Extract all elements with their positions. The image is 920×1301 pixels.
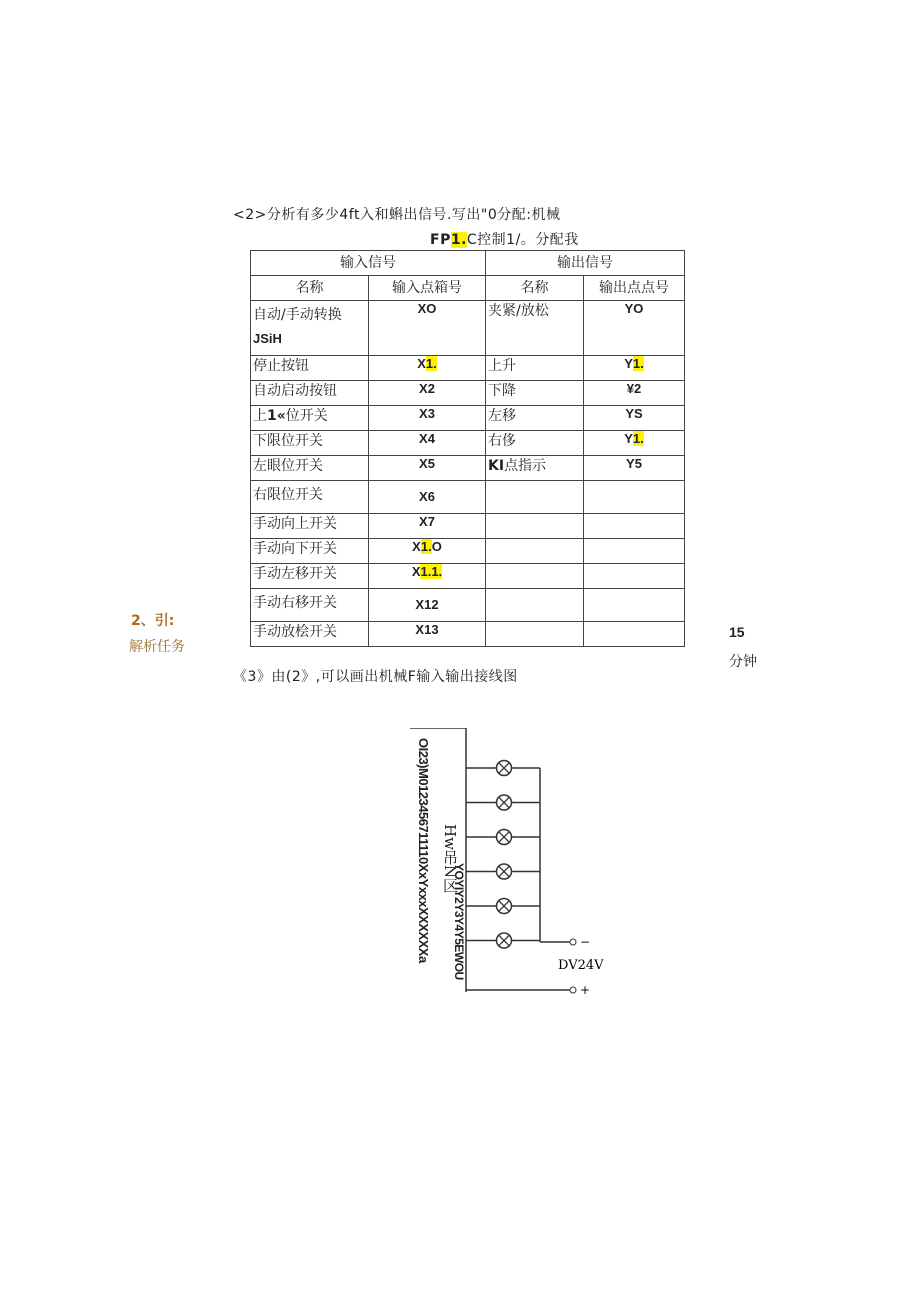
heading-line-2-prefix: FP [430, 232, 451, 248]
plc-model-label: Hw吊N区 [441, 824, 459, 894]
output-point-cell: YO [584, 301, 685, 356]
input-signal-header: 输入信号 [251, 251, 486, 276]
plus-terminal [570, 987, 576, 993]
input-point-cell [369, 539, 486, 564]
minus-terminal [570, 939, 576, 945]
heading-line-1: <2>分析有多少4ft入和蝌出信号.写出"0分配:机械 [233, 207, 561, 223]
input-point-cell: X3 [369, 406, 486, 431]
input-name-extra: JSiH [253, 331, 282, 346]
col-header-output-point: 输出点点号 [584, 276, 685, 301]
output-point-cell [584, 481, 685, 514]
table-group-header [251, 251, 685, 276]
minus-label: − [580, 935, 591, 949]
input-name-cell: 手动向下开关 [251, 539, 369, 564]
input-name-cell: 手动向上开关 [251, 514, 369, 539]
input-point-highlight: 1.1. [420, 564, 443, 579]
output-name-bold: KI [488, 458, 505, 474]
table-row [251, 564, 685, 589]
table-row [251, 622, 685, 647]
output-name-cell [486, 481, 584, 514]
side-note-step-label: 2、引: [131, 613, 175, 629]
io-allocation-table [250, 250, 685, 647]
input-point-prefix: X [412, 539, 421, 554]
output-name-cell [486, 564, 584, 589]
output-name-suffix: 点指示 [504, 458, 547, 474]
table-row [251, 406, 685, 431]
input-name-bold: 1« [267, 408, 286, 424]
input-name-cell: 手动右移开关 [251, 589, 369, 622]
heading-line-2-suffix: C控制1/。分配我 [466, 232, 579, 248]
col-header-input-point: 输入点箱号 [369, 276, 486, 301]
side-note-step [131, 610, 174, 630]
output-point-cell: Y5 [584, 456, 685, 481]
output-point-cell: ¥2 [584, 381, 685, 406]
input-name-cell: 下限位开关 [251, 431, 369, 456]
diagram-caption: 《3》由(2》,可以画出机械F输入输出接线图 [233, 669, 518, 685]
col-header-input-name: 名称 [251, 276, 369, 301]
input-name-cell: 停止按钮 [251, 356, 369, 381]
output-point-highlight: 1. [632, 356, 644, 371]
input-name: 自动/手动转换 [253, 307, 342, 323]
input-point-highlight: 1. [420, 539, 432, 554]
output-point-cell [584, 514, 685, 539]
input-name-cell: 左眼位开关 [251, 456, 369, 481]
output-name-cell: 上升 [486, 356, 584, 381]
heading-line-2 [430, 229, 579, 249]
wiring-diagram [410, 728, 610, 1018]
input-point-prefix: X [411, 564, 421, 579]
output-name-cell [486, 622, 584, 647]
input-point-cell: X7 [369, 514, 486, 539]
heading-line-2-highlight: 1. [450, 232, 467, 248]
side-note-task: 解析任务 [129, 639, 185, 655]
output-point-cell [584, 539, 685, 564]
input-point-cell: X2 [369, 381, 486, 406]
output-name-cell: 右侈 [486, 431, 584, 456]
table-row [251, 539, 685, 564]
output-point-cell: YS [584, 406, 685, 431]
input-point-cell: X5 [369, 456, 486, 481]
table-row [251, 431, 685, 456]
output-point-cell [584, 622, 685, 647]
table-row [251, 589, 685, 622]
input-point-cell: X12 [369, 589, 486, 622]
input-point-cell: X6 [369, 481, 486, 514]
input-name-cell: 右限位开关 [251, 481, 369, 514]
output-point-cell [584, 564, 685, 589]
table-row [251, 381, 685, 406]
input-point-cell [369, 564, 486, 589]
input-point-cell [369, 356, 486, 381]
plus-label: + [580, 983, 591, 997]
input-point-highlight: 1. [425, 356, 437, 371]
output-name-cell [486, 456, 584, 481]
side-note-minutes-unit: 分钟 [729, 654, 757, 670]
input-point-suffix: O [431, 539, 442, 554]
output-point-prefix: Y [624, 356, 633, 371]
output-signal-header: 输出信号 [486, 251, 685, 276]
input-name-cell: 手动放桧开关 [251, 622, 369, 647]
side-note-minutes-value: 15 [729, 624, 745, 640]
output-name-cell: 左移 [486, 406, 584, 431]
input-name-cell: 自动启动按钮 [251, 381, 369, 406]
output-point-prefix: Y [624, 431, 633, 446]
input-name-prefix: 上 [253, 408, 267, 424]
input-name-cell [251, 301, 369, 356]
output-name-cell: 下降 [486, 381, 584, 406]
output-name-cell [486, 514, 584, 539]
output-point-highlight: 1. [632, 431, 644, 446]
table-column-header [251, 276, 685, 301]
output-name-cell: 夹紧/放松 [486, 301, 584, 356]
output-point-cell [584, 589, 685, 622]
table-row [251, 356, 685, 381]
input-name-cell [251, 406, 369, 431]
output-point-cell [584, 431, 685, 456]
table-row [251, 301, 685, 356]
plc-input-terminal-labels: OI23)M0123456711110XxYxxxXXXXXXa [416, 738, 431, 963]
input-name-cell: 手动左移开关 [251, 564, 369, 589]
table-row [251, 481, 685, 514]
input-point-prefix: X [417, 356, 426, 371]
lamp-group [466, 761, 540, 949]
output-name-cell [486, 589, 584, 622]
power-label: DV24V [558, 958, 604, 973]
output-point-cell [584, 356, 685, 381]
col-header-output-name: 名称 [486, 276, 584, 301]
table-row [251, 456, 685, 481]
table-row [251, 514, 685, 539]
input-point-cell: XO [369, 301, 486, 356]
input-point-cell: X4 [369, 431, 486, 456]
plc-output-terminal-labels: YOYIY2Y3Y4Y5EWOU [452, 863, 466, 980]
input-point-cell: X13 [369, 622, 486, 647]
input-name-suffix: 位开关 [285, 408, 328, 424]
output-name-cell [486, 539, 584, 564]
